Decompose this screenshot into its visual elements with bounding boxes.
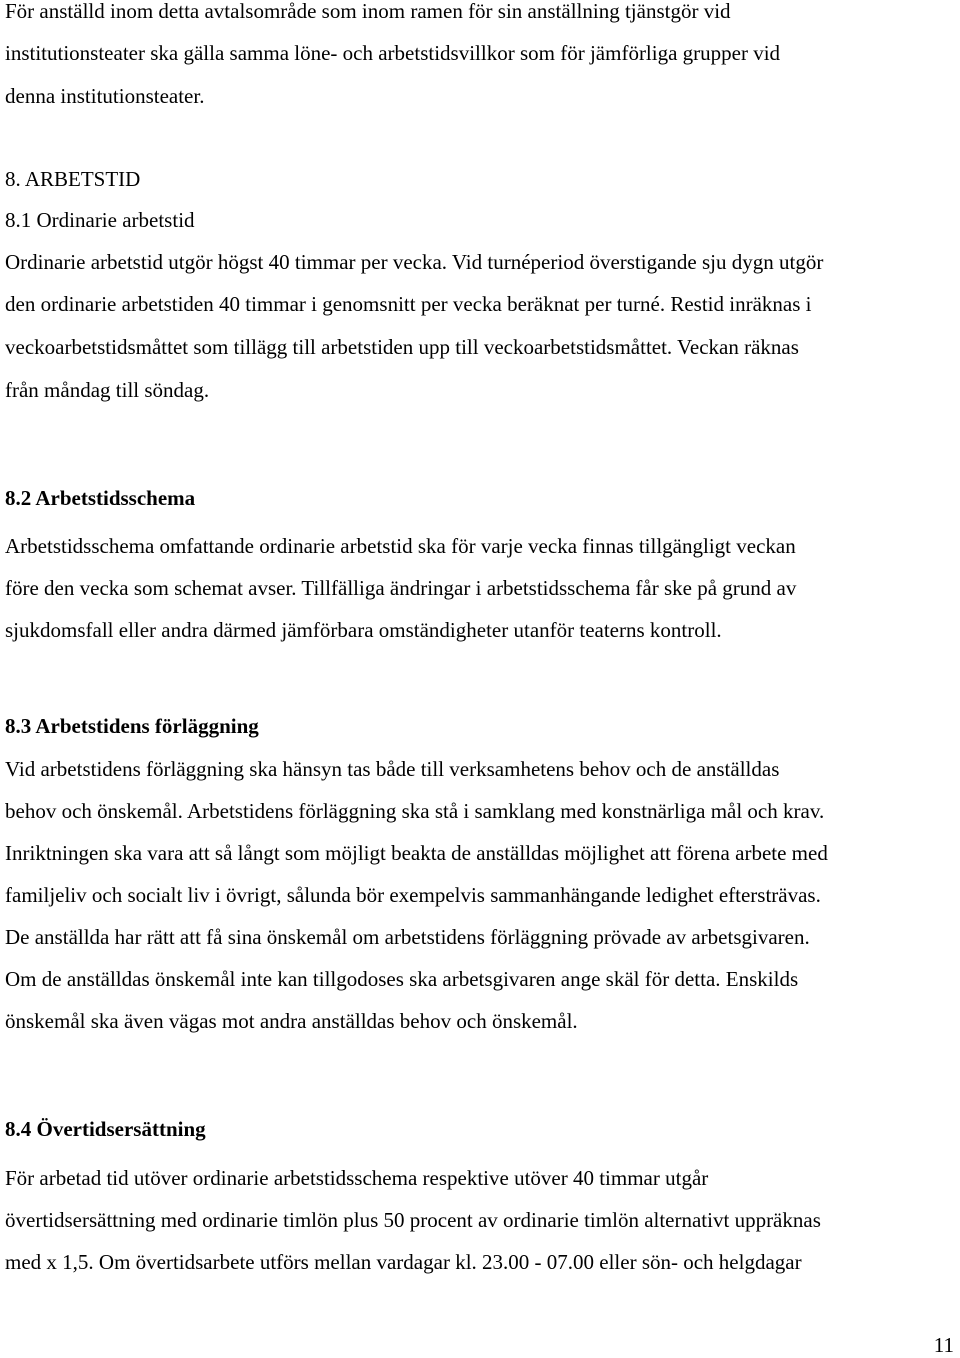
section-8-1-line-1: Ordinarie arbetstid utgör högst 40 timmar per vecka. Vid turnéperiod överstigande sju dygn utgör (5, 250, 824, 274)
intro-line-1: För anställd inom detta avtalsområde som inom ramen för sin anställning tjänstgör vid (5, 0, 731, 23)
section-8-3-line-1: Vid arbetstidens förläggning ska hänsyn tas både till verksamhetens behov och de anställdas (5, 757, 780, 781)
section-8-2-line-2: före den vecka som schemat avser. Tillfälliga ändringar i arbetstidsschema får ske på grund av (5, 576, 797, 600)
section-8-3-heading: 8.3 Arbetstidens förläggning (5, 714, 259, 738)
section-8-1-line-3: veckoarbetstidsmåttet som tillägg till arbetstiden upp till veckoarbetstidsmåttet. Veckan räknas (5, 335, 799, 359)
section-8-1-line-4: från måndag till söndag. (5, 378, 210, 402)
section-8-heading: 8. ARBETSTID (5, 167, 141, 191)
section-8-2-heading: 8.2 Arbetstidsschema (5, 486, 196, 510)
section-8-1-line-2: den ordinarie arbetstiden 40 timmar i genomsnitt per vecka beräknat per turné. Restid inräknas i (5, 292, 812, 316)
section-8-4-line-1: För arbetad tid utöver ordinarie arbetstidsschema respektive utöver 40 timmar utgår (5, 1166, 709, 1190)
section-8-4-line-3: med x 1,5. Om övertidsarbete utförs mellan vardagar kl. 23.00 - 07.00 eller sön- och helgdagar (5, 1250, 802, 1274)
page-number: 11 (933, 1333, 954, 1357)
section-8-4-heading: 8.4 Övertidsersättning (5, 1117, 206, 1141)
section-8-2-line-3: sjukdomsfall eller andra därmed jämförbara omständigheter utanför teaterns kontroll. (5, 618, 722, 642)
section-8-3-line-7: önskemål ska även vägas mot andra anställdas behov och önskemål. (5, 1009, 578, 1033)
section-8-3-line-2: behov och önskemål. Arbetstidens förläggning ska stå i samklang med konstnärliga mål och krav. (5, 799, 825, 823)
section-8-3-line-6: Om de anställdas önskemål inte kan tillgodoses ska arbetsgivaren ange skäl för detta. Enskilds (5, 967, 799, 991)
intro-line-3: denna institutionsteater. (5, 84, 205, 108)
intro-line-2: institutionsteater ska gälla samma löne- och arbetstidsvillkor som för jämförliga grupper vid (5, 41, 781, 65)
section-8-1-heading: 8.1 Ordinarie arbetstid (5, 208, 195, 232)
section-8-3-line-5: De anställda har rätt att få sina önskemål om arbetstidens förläggning prövade av arbetsgivaren. (5, 925, 810, 949)
section-8-3-line-4: familjeliv och socialt liv i övrigt, sålunda bör exempelvis sammanhängande ledighet eftersträvas. (5, 883, 821, 907)
section-8-2-line-1: Arbetstidsschema omfattande ordinarie arbetstid ska för varje vecka finnas tillgängligt veckan (5, 534, 796, 558)
section-8-3-line-3: Inriktningen ska vara att så långt som möjligt beakta de anställdas möjlighet att förena arbete med (5, 841, 828, 865)
section-8-4-line-2: övertidsersättning med ordinarie timlön plus 50 procent av ordinarie timlön alternativt uppräknas (5, 1208, 821, 1232)
